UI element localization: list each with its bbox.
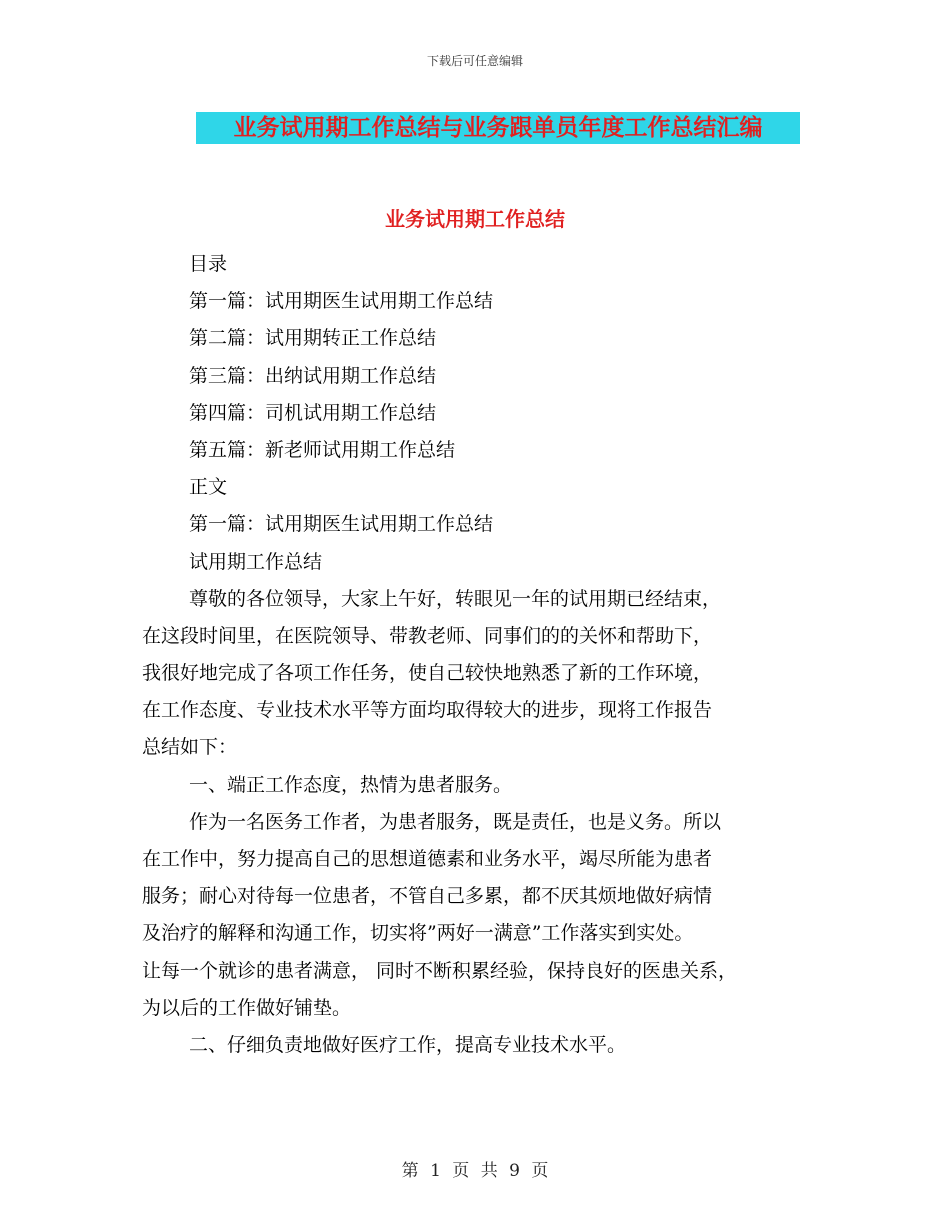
body-line: 服务；耐心对待每一位患者，不管自己多累，都不厌其烦地做好病情 — [142, 885, 713, 908]
body-line: 让每一个就诊的患者满意， 同时不断积累经验，保持良好的医患关系， — [142, 959, 738, 982]
body-line: 二、仔细负责地做好医疗工作，提高专业技术水平。 — [189, 1033, 627, 1056]
section-title: 业务试用期工作总结 — [385, 207, 565, 231]
body-line: 尊敬的各位领导，大家上午好，转眼见一年的试用期已经结束， — [189, 587, 722, 610]
body-line: 第四篇：司机试用期工作总结 — [189, 401, 437, 424]
page-number-footer: 第 1 页 共 9 页 — [401, 1161, 549, 1181]
body-line: 第五篇：新老师试用期工作总结 — [189, 438, 456, 461]
body-line: 作为一名医务工作者，为患者服务，既是责任，也是义务。所以 — [189, 810, 722, 833]
body-line: 及治疗的解释和沟通工作，切实将”两好一满意”工作落实到实处。 — [142, 922, 694, 945]
body-line: 在这段时间里，在医院领导、带教老师、同事们的的关怀和帮助下， — [142, 624, 713, 647]
page-header-note: 下载后可任意编辑 — [426, 54, 523, 68]
body-line: 第一篇：试用期医生试用期工作总结 — [189, 513, 494, 536]
body-line: 为以后的工作做好铺垫。 — [142, 996, 352, 1019]
body-line: 第一篇：试用期医生试用期工作总结 — [189, 290, 494, 313]
body-line: 我很好地完成了各项工作任务，使自己较快地熟悉了新的工作环境， — [142, 662, 713, 685]
body-line: 一、端正工作态度，热情为患者服务。 — [189, 773, 513, 796]
body-line: 第三篇：出纳试用期工作总结 — [189, 364, 437, 387]
body-line: 正文 — [189, 476, 228, 499]
body-line: 在工作中，努力提高自己的思想道德素和业务水平，竭尽所能为患者 — [142, 848, 713, 870]
body-line: 目录 — [189, 253, 228, 275]
body-line: 总结如下： — [142, 736, 238, 759]
document-body — [142, 246, 822, 1064]
document-main-title: 业务试用期工作总结与业务跟单员年度工作总结汇编 — [196, 112, 800, 144]
body-line: 试用期工作总结 — [189, 550, 323, 573]
body-line: 在工作态度、专业技术水平等方面均取得较大的进步，现将工作报告 — [142, 699, 713, 722]
body-line: 第二篇：试用期转正工作总结 — [189, 327, 437, 350]
